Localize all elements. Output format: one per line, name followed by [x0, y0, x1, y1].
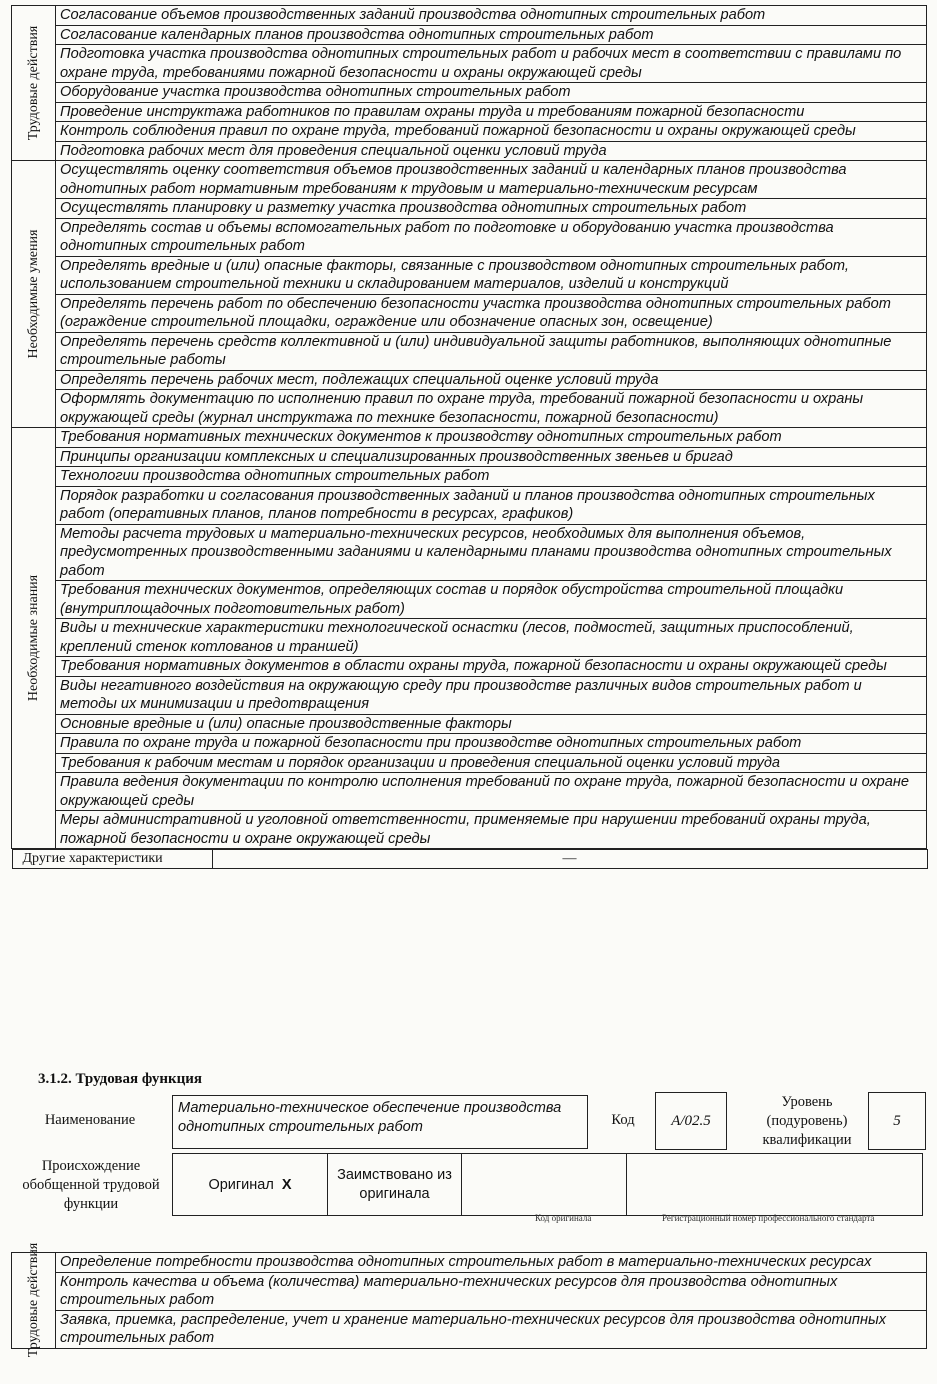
code-value: A/02.5: [655, 1092, 727, 1150]
name-label: Наименование: [44, 1112, 136, 1128]
table-row: [12, 773, 927, 811]
list-item: Оформлять документацию по исполнению правил по охране труда, требований пожарной безопасности и охраны окружающей среды (журнал инструктажа по технике безопасности, пожарной безопасности): [56, 390, 927, 428]
table-row: [12, 1272, 927, 1310]
table-row: [12, 619, 927, 657]
other-characteristics-row: [12, 849, 927, 870]
list-item: Определять вредные и (или) опасные факторы, связанные с производством однотипных строительных работ, использованием строительной техники и складированием материалов, изделий и конструкций: [56, 256, 927, 294]
list-item: Методы расчета трудовых и материально-технических ресурсов, необходимых для выполнения объемов, предусмотренных производственными заданиями и календарными планами производства однотипных строительных работ: [56, 524, 927, 581]
table-row: [12, 161, 927, 199]
section-label: Необходимые умения: [25, 229, 41, 359]
reg-number-caption: Регистрационный номер профессионального стандарта: [662, 1213, 875, 1223]
list-item: Основные вредные и (или) опасные производственные факторы: [56, 714, 927, 734]
original-cell: [173, 1154, 328, 1216]
table-row: [12, 25, 927, 45]
section-label: Трудовые действия: [25, 1242, 41, 1358]
list-item: Виды негативного воздействия на окружающую среду при производстве различных видов строительных работ и методы их минимизации и предотвращения: [56, 676, 927, 714]
other-characteristics-label: Другие характеристики: [12, 850, 212, 869]
other-characteristics-value: —: [212, 850, 927, 869]
list-item: Технологии производства однотипных строительных работ: [56, 467, 927, 487]
list-item: Требования нормативных документов в области охраны труда, пожарной безопасности и охраны окружающей среды: [56, 657, 927, 677]
table-row: [12, 467, 927, 487]
table-row: [12, 447, 927, 467]
function-heading: 3.1.2. Трудовая функция: [38, 1071, 203, 1087]
borrowed-cell: Заимствовано из оригинала: [328, 1154, 462, 1216]
reg-number-cell: [627, 1154, 923, 1216]
labor-actions-table: [11, 1242, 927, 1358]
code-original-cell: [462, 1154, 627, 1216]
table-row: [12, 294, 927, 332]
list-item: Правила по охране труда и пожарной безопасности при производстве однотипных строительных работ: [56, 734, 927, 754]
list-item: Принципы организации комплексных и специализированных производственных звеньев и бригад: [56, 447, 927, 467]
table-row: [12, 122, 927, 142]
table-row: [12, 1310, 927, 1348]
list-item: Определять перечень средств коллективной и (или) индивидуальной защиты работников, выполняющих однотипные строительные работы: [56, 332, 927, 370]
list-item: Определять перечень работ по обеспечению безопасности участка производства однотипных строительных работ (ограждение строительной площадки, ограждение или обозначение опасных зон, освещение): [56, 294, 927, 332]
list-item: Контроль соблюдения правил по охране труда, требований пожарной безопасности и охраны окружающей среды: [56, 122, 927, 142]
table-row: [12, 370, 927, 390]
list-item: Требования к рабочим местам и порядок организации и проведения специальной оценки условий труда: [56, 753, 927, 773]
table-row: [12, 734, 927, 754]
table-row: [12, 581, 927, 619]
original-label: Оригинал: [208, 1176, 274, 1193]
section-label-cell: [12, 1242, 56, 1358]
table-row: [12, 218, 927, 256]
list-item: Контроль качества и объема (количества) материально-технических ресурсов для производства однотипных строительных работ: [56, 1272, 927, 1310]
table-row: [12, 676, 927, 714]
table-row: [12, 141, 927, 161]
list-item: Правила ведения документации по контролю исполнения требований по охране труда, пожарной безопасности и охране окружающей среды: [56, 773, 927, 811]
table-row: [12, 256, 927, 294]
list-item: Требования нормативных технических документов к производству однотипных строительных работ: [56, 428, 927, 448]
list-item: Определять перечень рабочих мест, подлежащих специальной оценке условий труда: [56, 370, 927, 390]
section-label: Трудовые действия: [25, 25, 41, 141]
table-row: [12, 657, 927, 677]
section-label-cell: [12, 6, 56, 161]
code-label: Код: [611, 1112, 635, 1128]
competency-table: [11, 5, 927, 869]
section-label-cell: [12, 428, 56, 849]
list-item: Осуществлять планировку и разметку участка производства однотипных строительных работ: [56, 199, 927, 219]
table-row: [12, 428, 927, 448]
table-row: [12, 6, 927, 26]
list-item: Осуществлять оценку соответствия объемов производственных заданий и календарных планов производства однотипных работ нормативным требованиям к трудовым и материально-техническим ресурсам: [56, 161, 927, 199]
level-value: 5: [868, 1092, 926, 1150]
table-row: [12, 753, 927, 773]
table-row: [12, 45, 927, 83]
original-mark: X: [281, 1176, 292, 1193]
table-row: [12, 102, 927, 122]
code-original-caption: Код оригинала: [535, 1213, 592, 1223]
section-label-cell: [12, 161, 56, 428]
function-name-value: Материально-техническое обеспечение производства однотипных строительных работ: [172, 1095, 588, 1149]
table-row: [12, 1253, 927, 1273]
list-item: Требования технических документов, определяющих состав и порядок обустройства строительной площадки (внутриплощадочных подготовительных работ): [56, 581, 927, 619]
list-item: Оборудование участка производства однотипных строительных работ: [56, 83, 927, 103]
list-item: Порядок разработки и согласования производственных заданий и планов производства однотипных строительных работ (оперативных планов, планов потребности в ресурсах, графиков): [56, 486, 927, 524]
list-item: Подготовка участка производства однотипных строительных работ и рабочих мест в соответствии с правилами по охране труда, требованиями пожарной безопасности и охраны окружающей среды: [56, 45, 927, 83]
table-row: [12, 486, 927, 524]
list-item: Заявка, приемка, распределение, учет и хранение материально-технических ресурсов для производства однотипных строительных работ: [56, 1310, 927, 1348]
list-item: Согласование календарных планов производства однотипных строительных работ: [56, 25, 927, 45]
table-row: [12, 390, 927, 428]
table-row: [12, 83, 927, 103]
list-item: Подготовка рабочих мест для проведения специальной оценки условий труда: [56, 141, 927, 161]
origin-label: Происхождение обобщенной трудовой функции: [22, 1158, 160, 1212]
list-item: Согласование объемов производственных заданий производства однотипных строительных работ: [56, 6, 927, 26]
table-row: [12, 332, 927, 370]
list-item: Определять состав и объемы вспомогательных работ по подготовке и оборудованию участка производства однотипных строительных работ: [56, 218, 927, 256]
list-item: Меры административной и уголовной ответственности, применяемые при нарушении требований охраны труда, пожарной безопасности и охране окружающей среды: [56, 811, 927, 849]
list-item: Проведение инструктажа работников по правилам охраны труда и требованиям пожарной безопасности: [56, 102, 927, 122]
list-item: Определение потребности производства однотипных строительных работ в материально-технических ресурсах: [56, 1253, 927, 1273]
list-item: Виды и технические характеристики технологической оснастки (лесов, подмостей, защитных приспособлений, креплений стенок котлованов и траншей): [56, 619, 927, 657]
level-label: Уровень (подуровень) квалификации: [762, 1094, 852, 1148]
table-row: [12, 524, 927, 581]
table-row: [12, 199, 927, 219]
origin-table: [172, 1153, 923, 1216]
section-label: Необходимые знания: [25, 574, 41, 702]
table-row: [12, 714, 927, 734]
table-row: [12, 811, 927, 849]
